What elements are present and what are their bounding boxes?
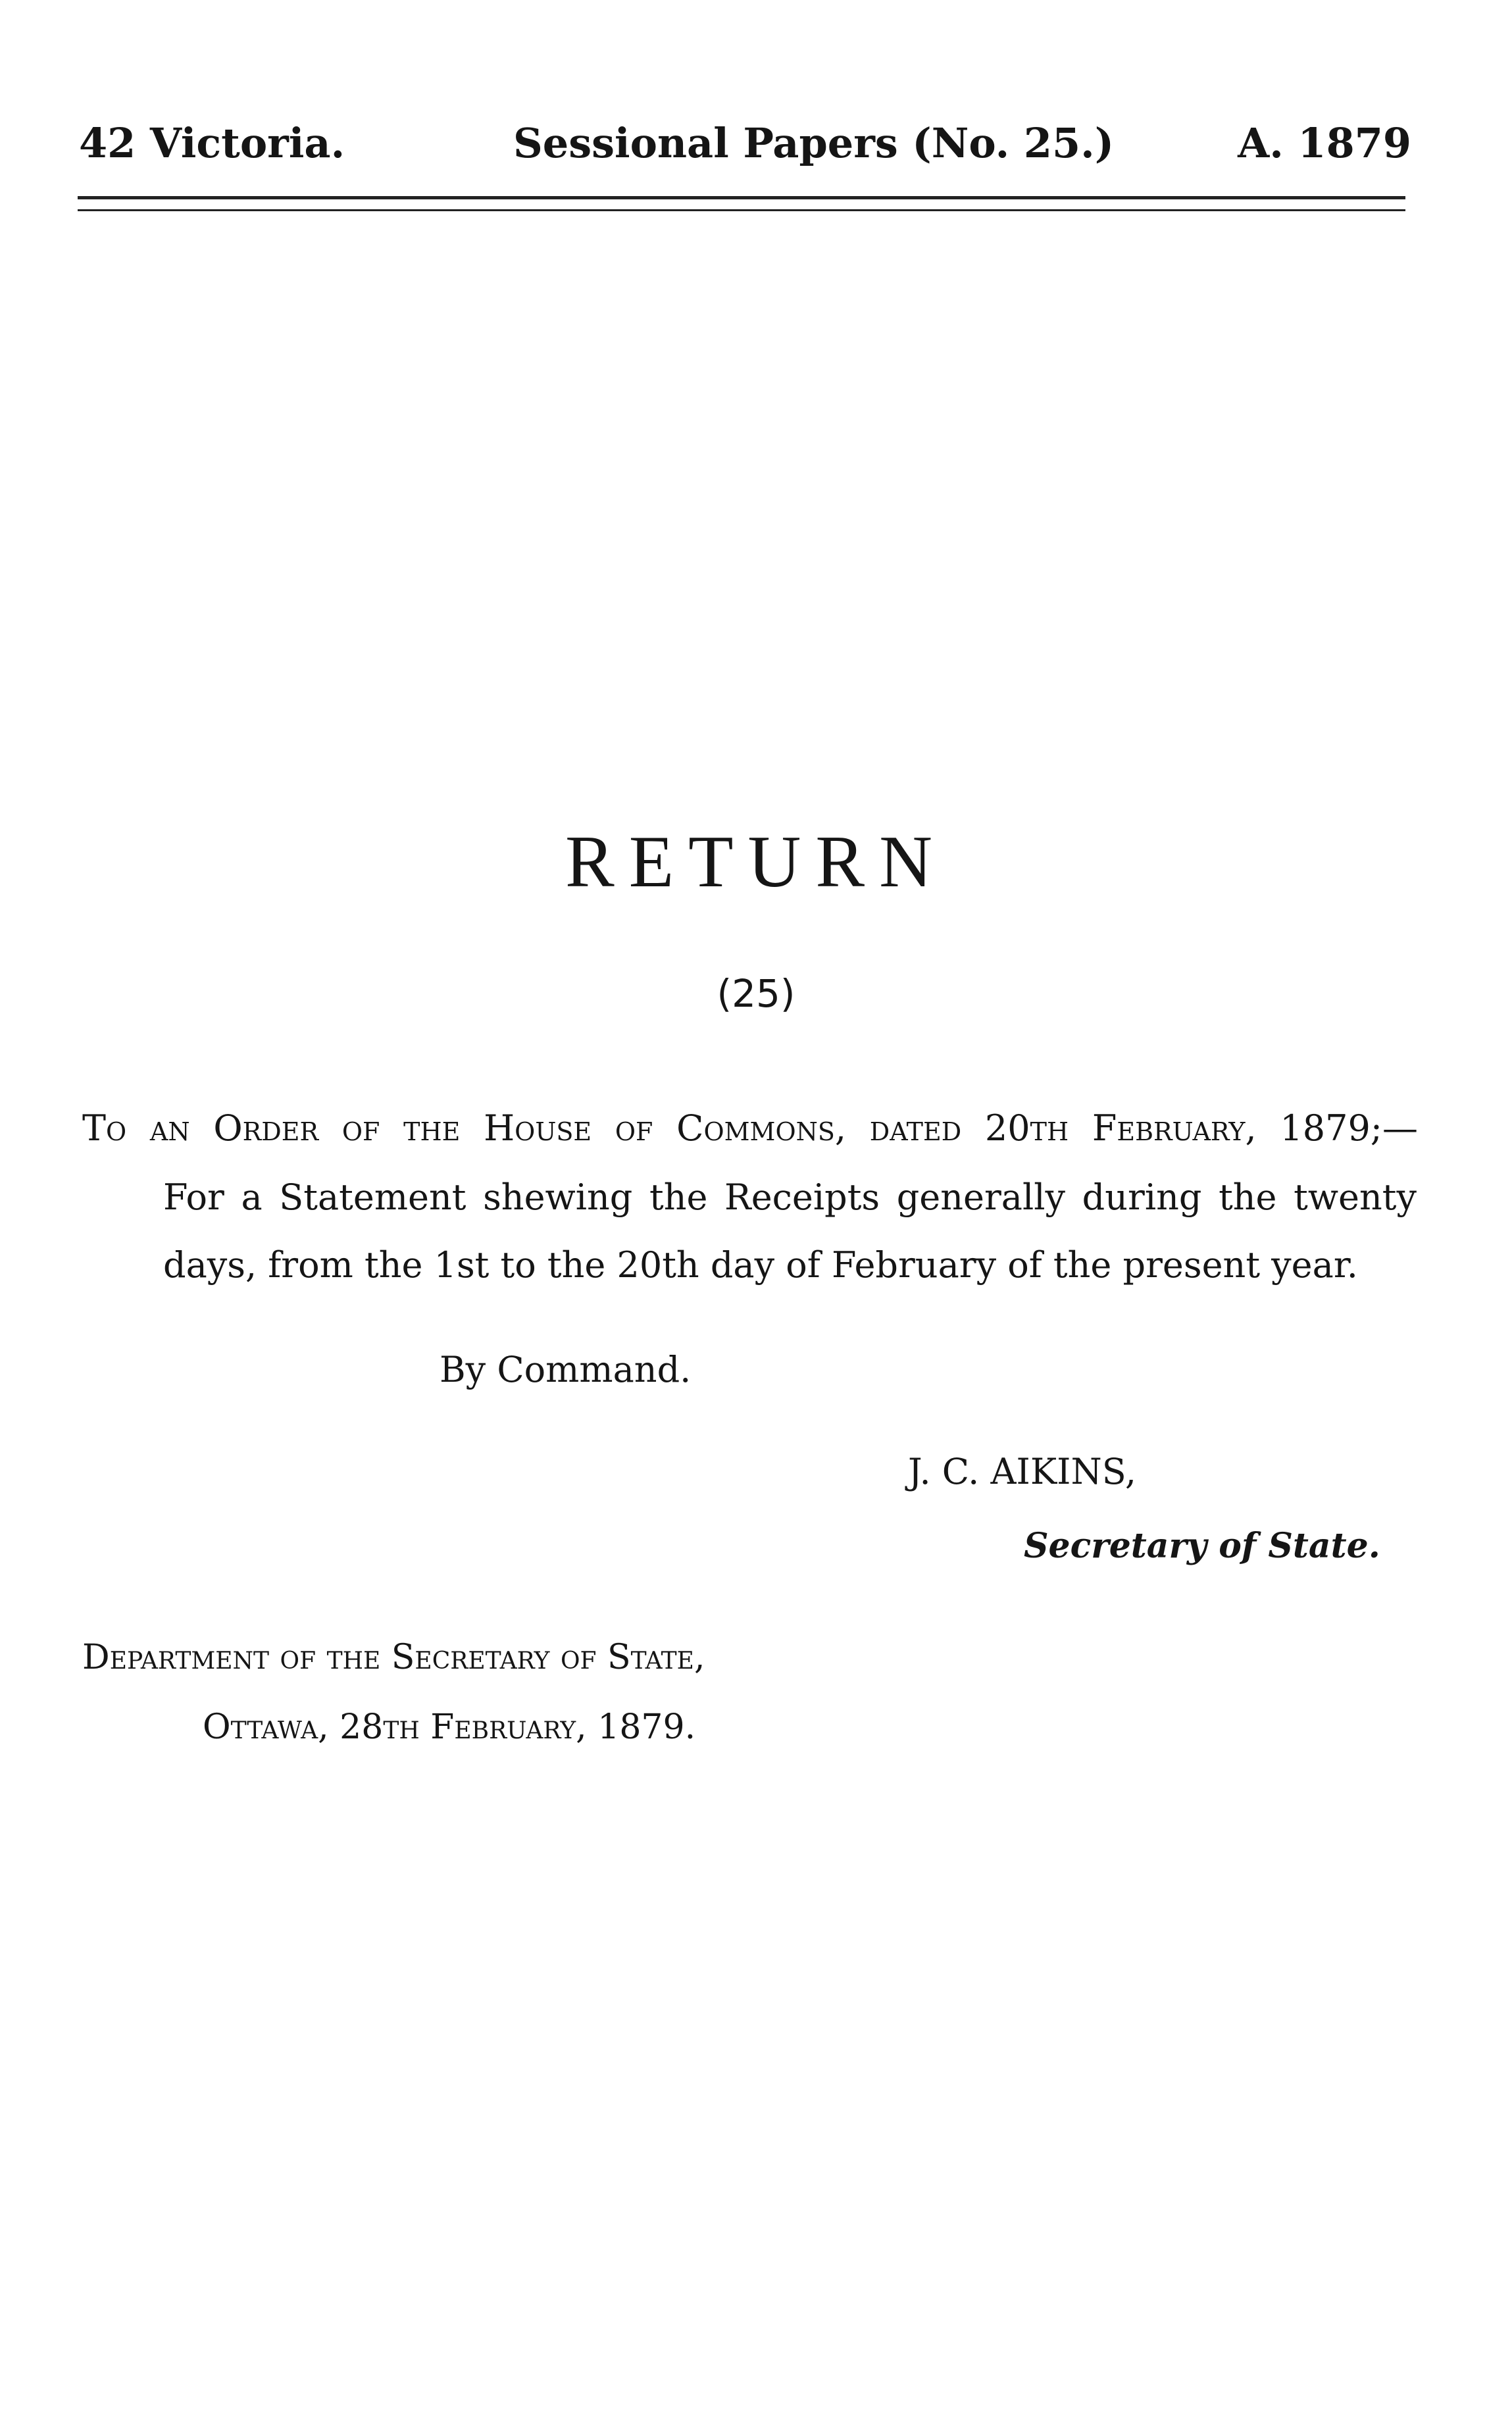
- document-title: RETURN: [565, 821, 947, 903]
- header-rule-thick: [78, 196, 1405, 199]
- order-line-3: days, from the 1st to the 20th day of February of the present year.: [163, 1244, 1358, 1286]
- department-line: Department of the Secretary of State,: [82, 1638, 705, 1677]
- signatory-name: J. C. AIKINS,: [908, 1451, 1136, 1492]
- header-sessional-papers: Sessional Papers (No. 25.): [513, 119, 1115, 167]
- header-rule-thin: [78, 209, 1405, 211]
- order-line-1: To an Order of the House of Commons, dated 20th February, 1879;—: [82, 1107, 1418, 1149]
- order-line-2: For a Statement shewing the Receipts generally during the twenty: [163, 1176, 1417, 1218]
- signatory-title: Secretary of State.: [1024, 1526, 1380, 1566]
- return-number: (25): [717, 971, 795, 1016]
- by-command: By Command.: [440, 1349, 692, 1390]
- header-year: A. 1879: [1238, 119, 1411, 167]
- header-regnal-year: 42 Victoria.: [79, 119, 345, 167]
- running-header: [79, 117, 1411, 170]
- place-date-line: Ottawa, 28th February, 1879.: [203, 1707, 696, 1747]
